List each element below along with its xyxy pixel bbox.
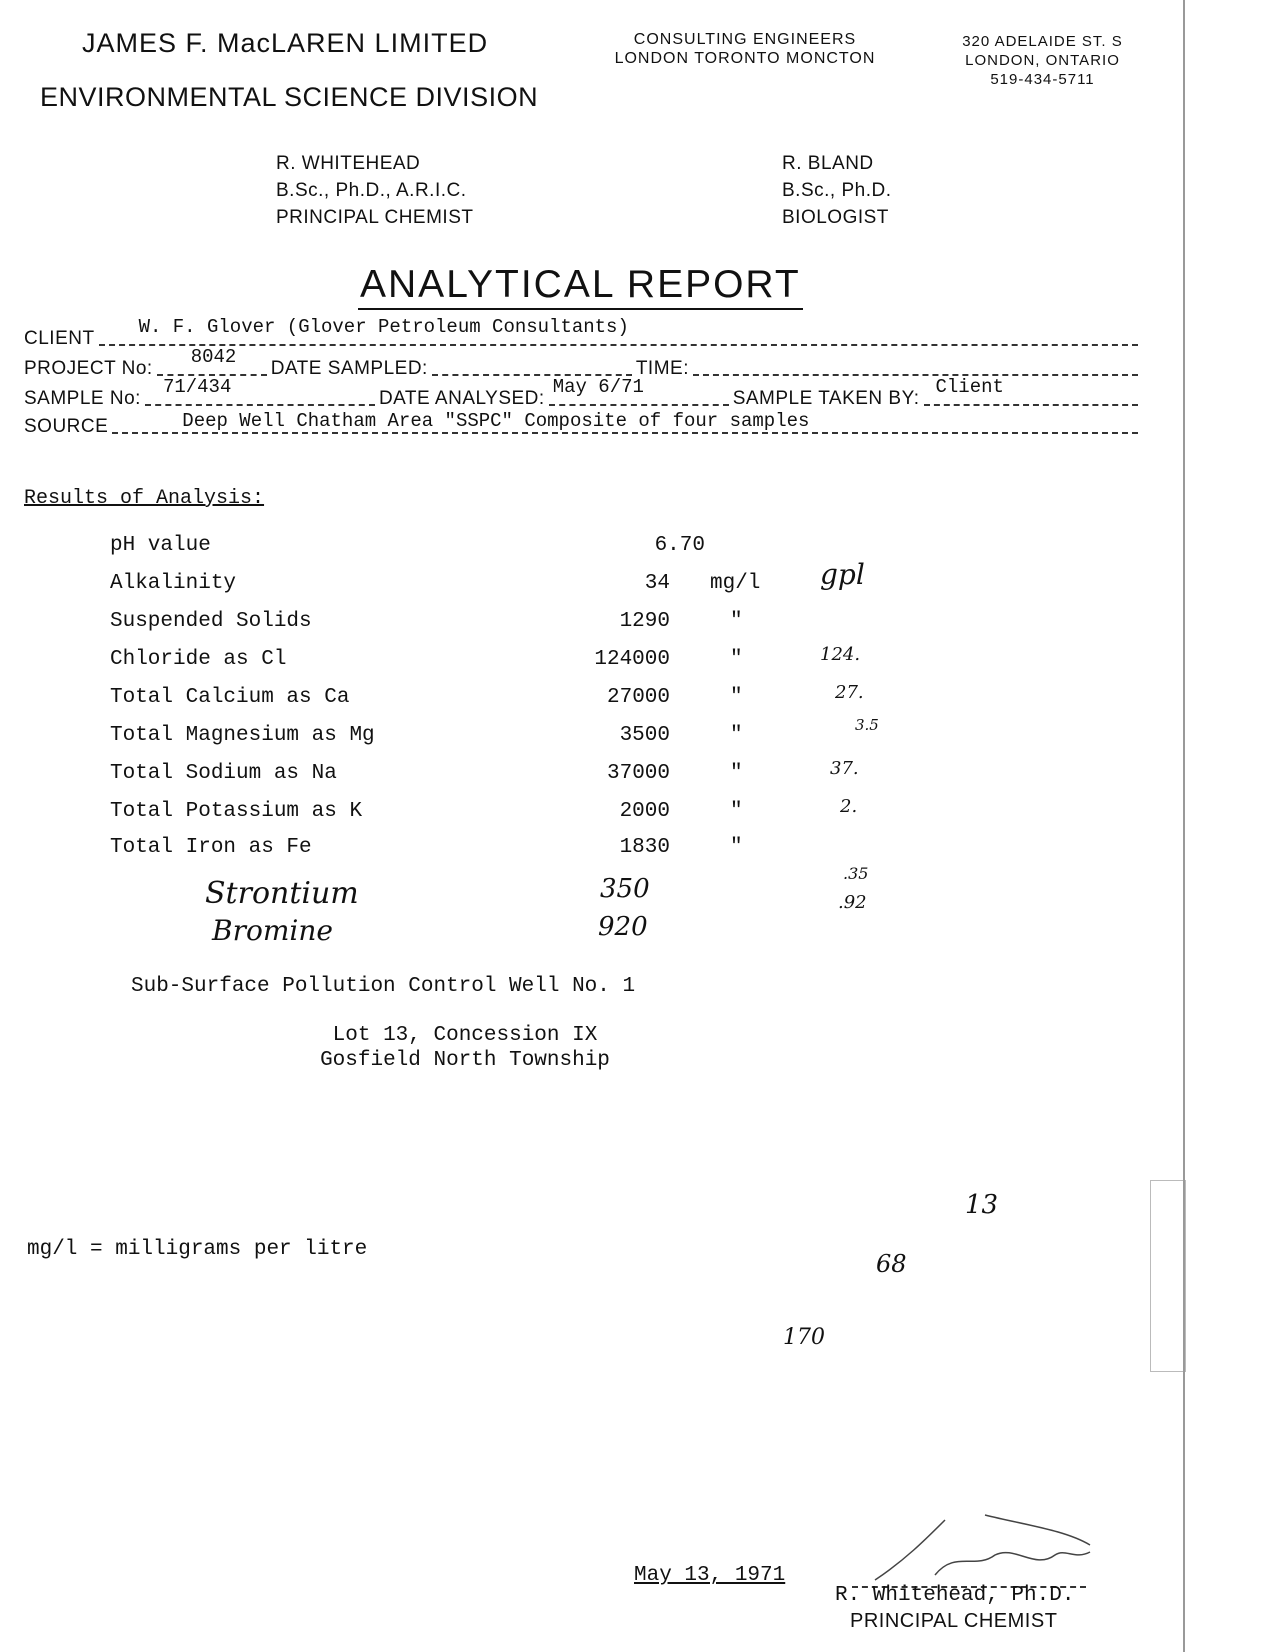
consulting-line1: CONSULTING ENGINEERS [633,31,857,48]
result-value: 27000 [606,686,670,709]
result-note: .35 [843,864,869,883]
result-value: 124000 [594,648,670,671]
margin-note: 68 [876,1250,907,1278]
sample-value: 71/434 [162,376,232,398]
staff-right-degrees: B.Sc., Ph.D. [782,180,892,201]
result-value: 1290 [619,610,670,633]
result-note: 3.5 [855,716,879,734]
result-row [110,610,790,640]
division-name: ENVIRONMENTAL SCIENCE DIVISION [40,82,539,112]
result-param: Total Sodium as Na [110,762,337,785]
result-value: 2000 [619,800,670,823]
source-label: SOURCE [24,416,109,437]
time-line [693,374,1138,376]
result-unit: " [730,648,743,671]
project-value: 8042 [190,346,237,368]
date-analysed-line [549,376,729,406]
result-unit: " [730,610,743,633]
result-row [110,716,879,754]
taken-by-line [924,376,1139,406]
result-note: 2. [840,796,858,817]
sample-row [24,376,1142,410]
result-param: Total Calcium as Ca [110,686,350,709]
company-name: JAMES F. MacLAREN LIMITED [82,28,489,58]
result-value: 37000 [606,762,670,785]
handwritten-param-strontium: Strontium [205,876,359,911]
signature-scribble [865,1500,1095,1590]
result-param: Total Magnesium as Mg [110,724,375,747]
page-edge [1183,0,1185,1652]
staff-right-title: BIOLOGIST [782,207,889,228]
address-line1: 320 ADELAIDE ST. S [962,33,1123,50]
result-row [110,534,790,564]
unit-legend: mg/l = milligrams per litre [27,1238,368,1261]
address-block [935,32,1150,89]
location-lot: Lot 13, Concession IX [332,1024,598,1047]
result-unit: " [730,800,743,823]
result-row [110,558,865,602]
result-param: Chloride as Cl [110,648,287,671]
result-param: Total Potassium as K [110,800,363,823]
handwritten-note-strontium: .92 [838,892,867,913]
result-unit: " [730,724,743,747]
result-row [110,796,858,830]
result-unit: " [730,686,743,709]
signature-name: R. Whitehead, Ph.D. [835,1584,1075,1607]
result-row [110,644,861,678]
results-heading [24,487,264,510]
result-value: 6.70 [654,534,705,557]
client-line [99,316,1138,346]
date-analysed-value: May 6/71 [552,376,644,398]
source-row [24,412,1142,438]
result-note: 37. [830,758,859,779]
sample-label: SAMPLE No: [24,388,141,409]
taken-by-value: Client [935,376,1004,398]
staff-left-title: PRINCIPAL CHEMIST [276,207,474,228]
consulting-block [575,30,915,68]
handwritten-param-bromine: Bromine [212,914,333,947]
result-unit: " [730,836,743,859]
results-heading-text: Results of Analysis: [24,487,265,510]
source-value: Deep Well Chatham Area "SSPC" Composite of four samples [182,410,810,432]
result-note: 27. [835,682,864,703]
edge-stamp [1150,1180,1186,1372]
handwritten-value-bromine: 920 [598,912,648,942]
phone-number: 519-434-5711 [990,71,1095,88]
result-unit: mg/l [710,572,761,595]
location-block [285,1023,645,1073]
result-note: gpl [820,558,865,591]
result-row [110,682,864,716]
handwritten-value-strontium: 350 [600,874,650,904]
project-label: PROJECT No: [24,358,153,379]
margin-note: 170 [783,1325,825,1350]
result-value: 1830 [619,836,670,859]
taken-by-label: SAMPLE TAKEN BY: [732,388,920,409]
result-note: 124. [820,644,861,665]
date-analysed-label: DATE ANALYSED: [378,388,545,409]
result-unit: " [730,762,743,785]
location-township: Gosfield North Township [320,1049,610,1072]
sample-line [145,376,375,406]
result-value: 3500 [619,724,670,747]
staff-right-name: R. BLAND [782,153,874,174]
staff-left-name: R. WHITEHEAD [276,153,421,174]
result-row [110,836,869,883]
signature-date: May 13, 1971 [634,1564,786,1587]
result-param: Suspended Solids [110,610,312,633]
client-label: CLIENT [24,328,95,349]
client-value: W. F. Glover (Glover Petroleum Consultants) [138,316,629,338]
result-value: 34 [644,572,670,595]
time-label: TIME: [635,358,689,379]
margin-note: 13 [965,1190,999,1220]
result-param: Alkalinity [110,572,237,595]
well-name: Sub-Surface Pollution Control Well No. 1 [131,975,636,998]
report-title: ANALYTICAL REPORT [358,263,803,310]
result-param: pH value [110,534,211,557]
consulting-line2: LONDON TORONTO MONCTON [614,50,876,67]
staff-left [276,150,473,231]
source-line [112,410,1138,434]
staff-right [782,150,891,231]
result-param: Total Iron as Fe [110,836,312,859]
signature-title: PRINCIPAL CHEMIST [850,1610,1058,1632]
result-row [110,758,859,792]
staff-left-degrees: B.Sc., Ph.D., A.R.I.C. [276,180,467,201]
address-line2: LONDON, ONTARIO [965,52,1120,69]
date-sampled-label: DATE SAMPLED: [270,358,428,379]
